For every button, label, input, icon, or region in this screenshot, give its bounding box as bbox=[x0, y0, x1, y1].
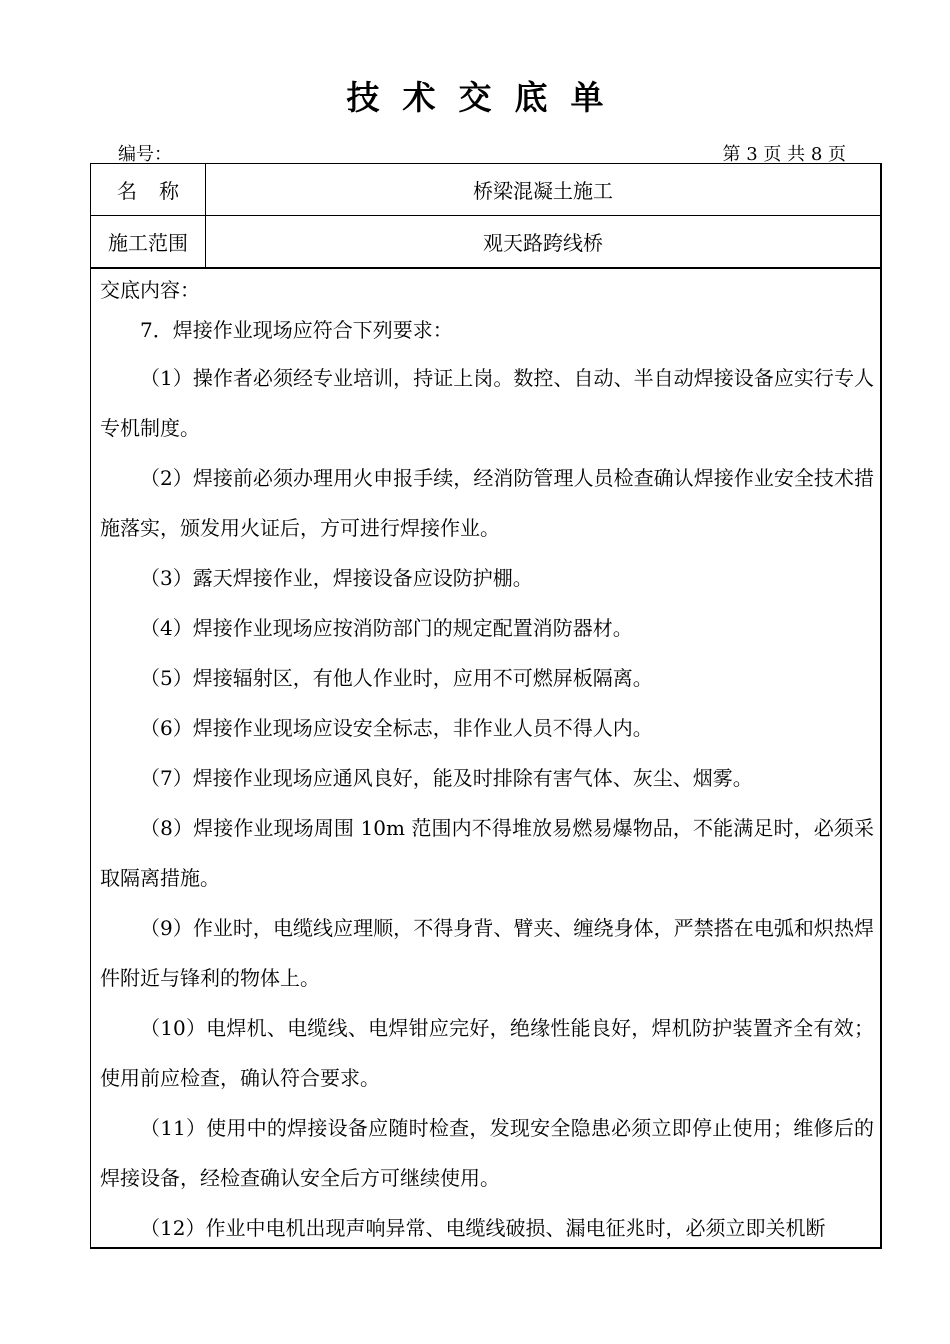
name-label-cell bbox=[91, 164, 206, 215]
scope-label: 施工范围 bbox=[91, 216, 206, 267]
content-paragraph: （2）焊接前必须办理用火申报手续，经消防管理人员检查确认焊接作业安全技术措施落实，颁发用火证后，方可进行焊接作业。 bbox=[100, 466, 874, 540]
document-title: 技术交底单 bbox=[346, 78, 627, 117]
name-row bbox=[91, 164, 880, 216]
content-paragraph: 7．焊接作业现场应符合下列要求： bbox=[140, 318, 453, 342]
content-paragraph: （12）作业中电机出现声响异常、电缆线破损、漏电征兆时，必须立即关机断 bbox=[140, 1216, 826, 1240]
content-paragraph: （4）焊接作业现场应按消防部门的规定配置消防器材。 bbox=[140, 616, 633, 640]
disclosure-content bbox=[100, 273, 874, 1253]
content-paragraph: （8）焊接作业现场周围 10m 范围内不得堆放易燃易爆物品，不能满足时，必须采取隔离措施。 bbox=[100, 816, 874, 890]
content-paragraph: （3）露天焊接作业，焊接设备应设防护棚。 bbox=[140, 566, 533, 590]
scope-value: 观天路跨线桥 bbox=[483, 231, 603, 255]
content-paragraph: （9）作业时，电缆线应理顺，不得身背、臂夹、缠绕身体，严禁搭在电弧和炽热焊件附近与锋利的物体上。 bbox=[100, 916, 874, 990]
name-label: 名称 bbox=[117, 179, 201, 203]
content-heading: 交底内容： bbox=[100, 278, 200, 302]
content-paragraph: （7）焊接作业现场应通风良好，能及时排除有害气体、灰尘、烟雾。 bbox=[140, 766, 753, 790]
name-value: 桥梁混凝土施工 bbox=[473, 179, 613, 203]
content-paragraph: （10）电焊机、电缆线、电焊钳应完好，绝缘性能良好，焊机防护装置齐全有效；使用前应检查，确认符合要求。 bbox=[100, 1016, 874, 1090]
document-number-label: 编号： bbox=[118, 144, 172, 165]
content-paragraph: （5）焊接辐射区，有他人作业时，应用不可燃屏板隔离。 bbox=[140, 666, 653, 690]
scope-row bbox=[91, 216, 880, 269]
disclosure-form bbox=[90, 163, 882, 1249]
page-info: 第 3 页 共 8 页 bbox=[722, 144, 846, 165]
content-paragraph: （1）操作者必须经专业培训，持证上岗。数控、自动、半自动焊接设备应实行专人专机制度。 bbox=[100, 366, 874, 440]
content-paragraph: （11）使用中的焊接设备应随时检查，发现安全隐患必须立即停止使用；维修后的焊接设备，经检查确认安全后方可继续使用。 bbox=[100, 1116, 874, 1190]
content-paragraph: （6）焊接作业现场应设安全标志，非作业人员不得人内。 bbox=[140, 716, 653, 740]
